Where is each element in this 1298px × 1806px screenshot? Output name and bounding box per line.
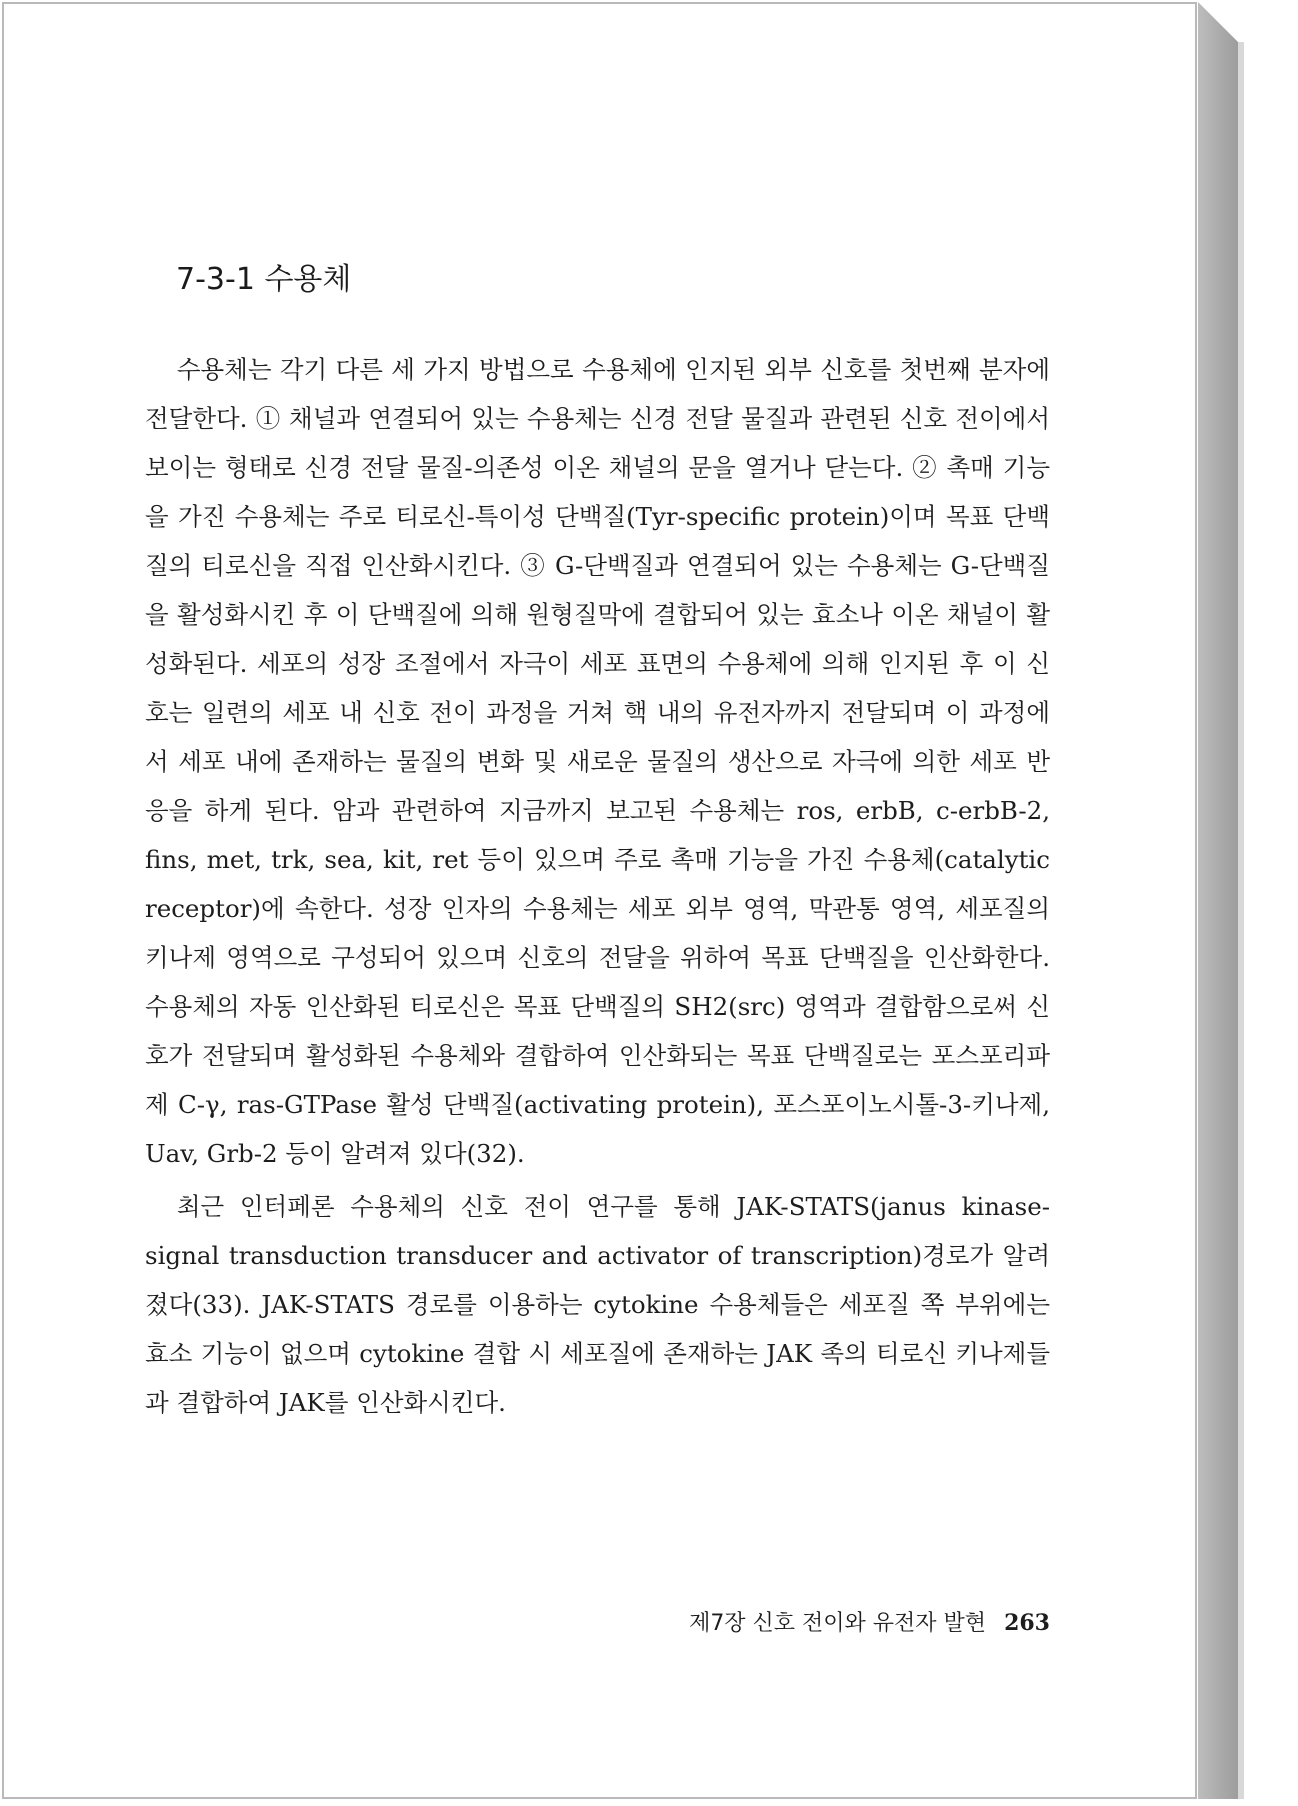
page-content xyxy=(145,255,1050,1427)
page-number: 263 xyxy=(1004,1610,1050,1636)
page-stack-edge xyxy=(1198,2,1238,1799)
paragraph-1: 수용체는 각기 다른 세 가지 방법으로 수용체에 인지된 외부 신호를 첫번째 분자에 전달한다. ① 채널과 연결되어 있는 수용체는 신경 전달 물질과 관련된 신호 전이에서 보이는 형태로 신경 전달 물질-의존성 이온 채널의 문을 열거나 닫는다. ② 촉매 기능을 가진 수용체는 주로 티로신-특이성 단백질(Tyr-specific protein)이며 목표 단백질의 티로신을 직접 인산화시킨다. ③ G-단백질과 연결되어 있는 수용체는 G-단백질을 활성화시킨 후 이 단백질에 의해 원형질막에 결합되어 있는 효소나 이온 채널이 활성화된다. 세포의 성장 조절에서 자극이 세포 표면의 수용체에 의해 인지된 후 이 신호는 일련의 세포 내 신호 전이 과정을 거쳐 핵 내의 유전자까지 전달되며 이 과정에서 세포 내에 존재하는 물질의 변화 및 새로운 물질의 생산으로 자극에 의한 세포 반응을 하게 된다. 암과 관련하여 지금까지 보고된 수용체는 ros, erbB, c-erbB-2, fins, met, trk, sea, kit, ret 등이 있으며 주로 촉매 기능을 가진 수용체(catalytic receptor)에 속한다. 성장 인자의 수용체는 세포 외부 영역, 막관통 영역, 세포질의 키나제 영역으로 구성되어 있으며 신호의 전달을 위하여 목표 단백질을 인산화한다. 수용체의 자동 인산화된 티로신은 목표 단백질의 SH2(src) 영역과 결합함으로써 신호가 전달되며 활성화된 수용체와 결합하여 인산화되는 목표 단백질로는 포스포리파제 C-γ, ras-GTPase 활성 단백질(activating protein), 포스포이노시톨-3-키나제, Uav, Grb-2 등이 알려져 있다(32). xyxy=(145,355,1050,1168)
paragraph-2: 최근 인터페론 수용체의 신호 전이 연구를 통해 JAK-STATS(janus kinase-signal transduction transducer and activator of transcription)경로가 알려졌다(33). JAK-STATS 경로를 이용하는 cytokine 수용체들은 세포질 쪽 부위에는 효소 기능이 없으며 cytokine 결합 시 세포질에 존재하는 JAK 족의 티로신 키나제들과 결합하여 JAK를 인산화시킨다. xyxy=(145,1192,1050,1417)
running-footer xyxy=(0,1606,1050,1637)
chapter-title: 제7장 신호 전이와 유전자 발현 xyxy=(689,1611,987,1636)
section-heading: 7-3-1 수용체 xyxy=(176,262,352,297)
page-edge-shadow xyxy=(1238,42,1244,1799)
